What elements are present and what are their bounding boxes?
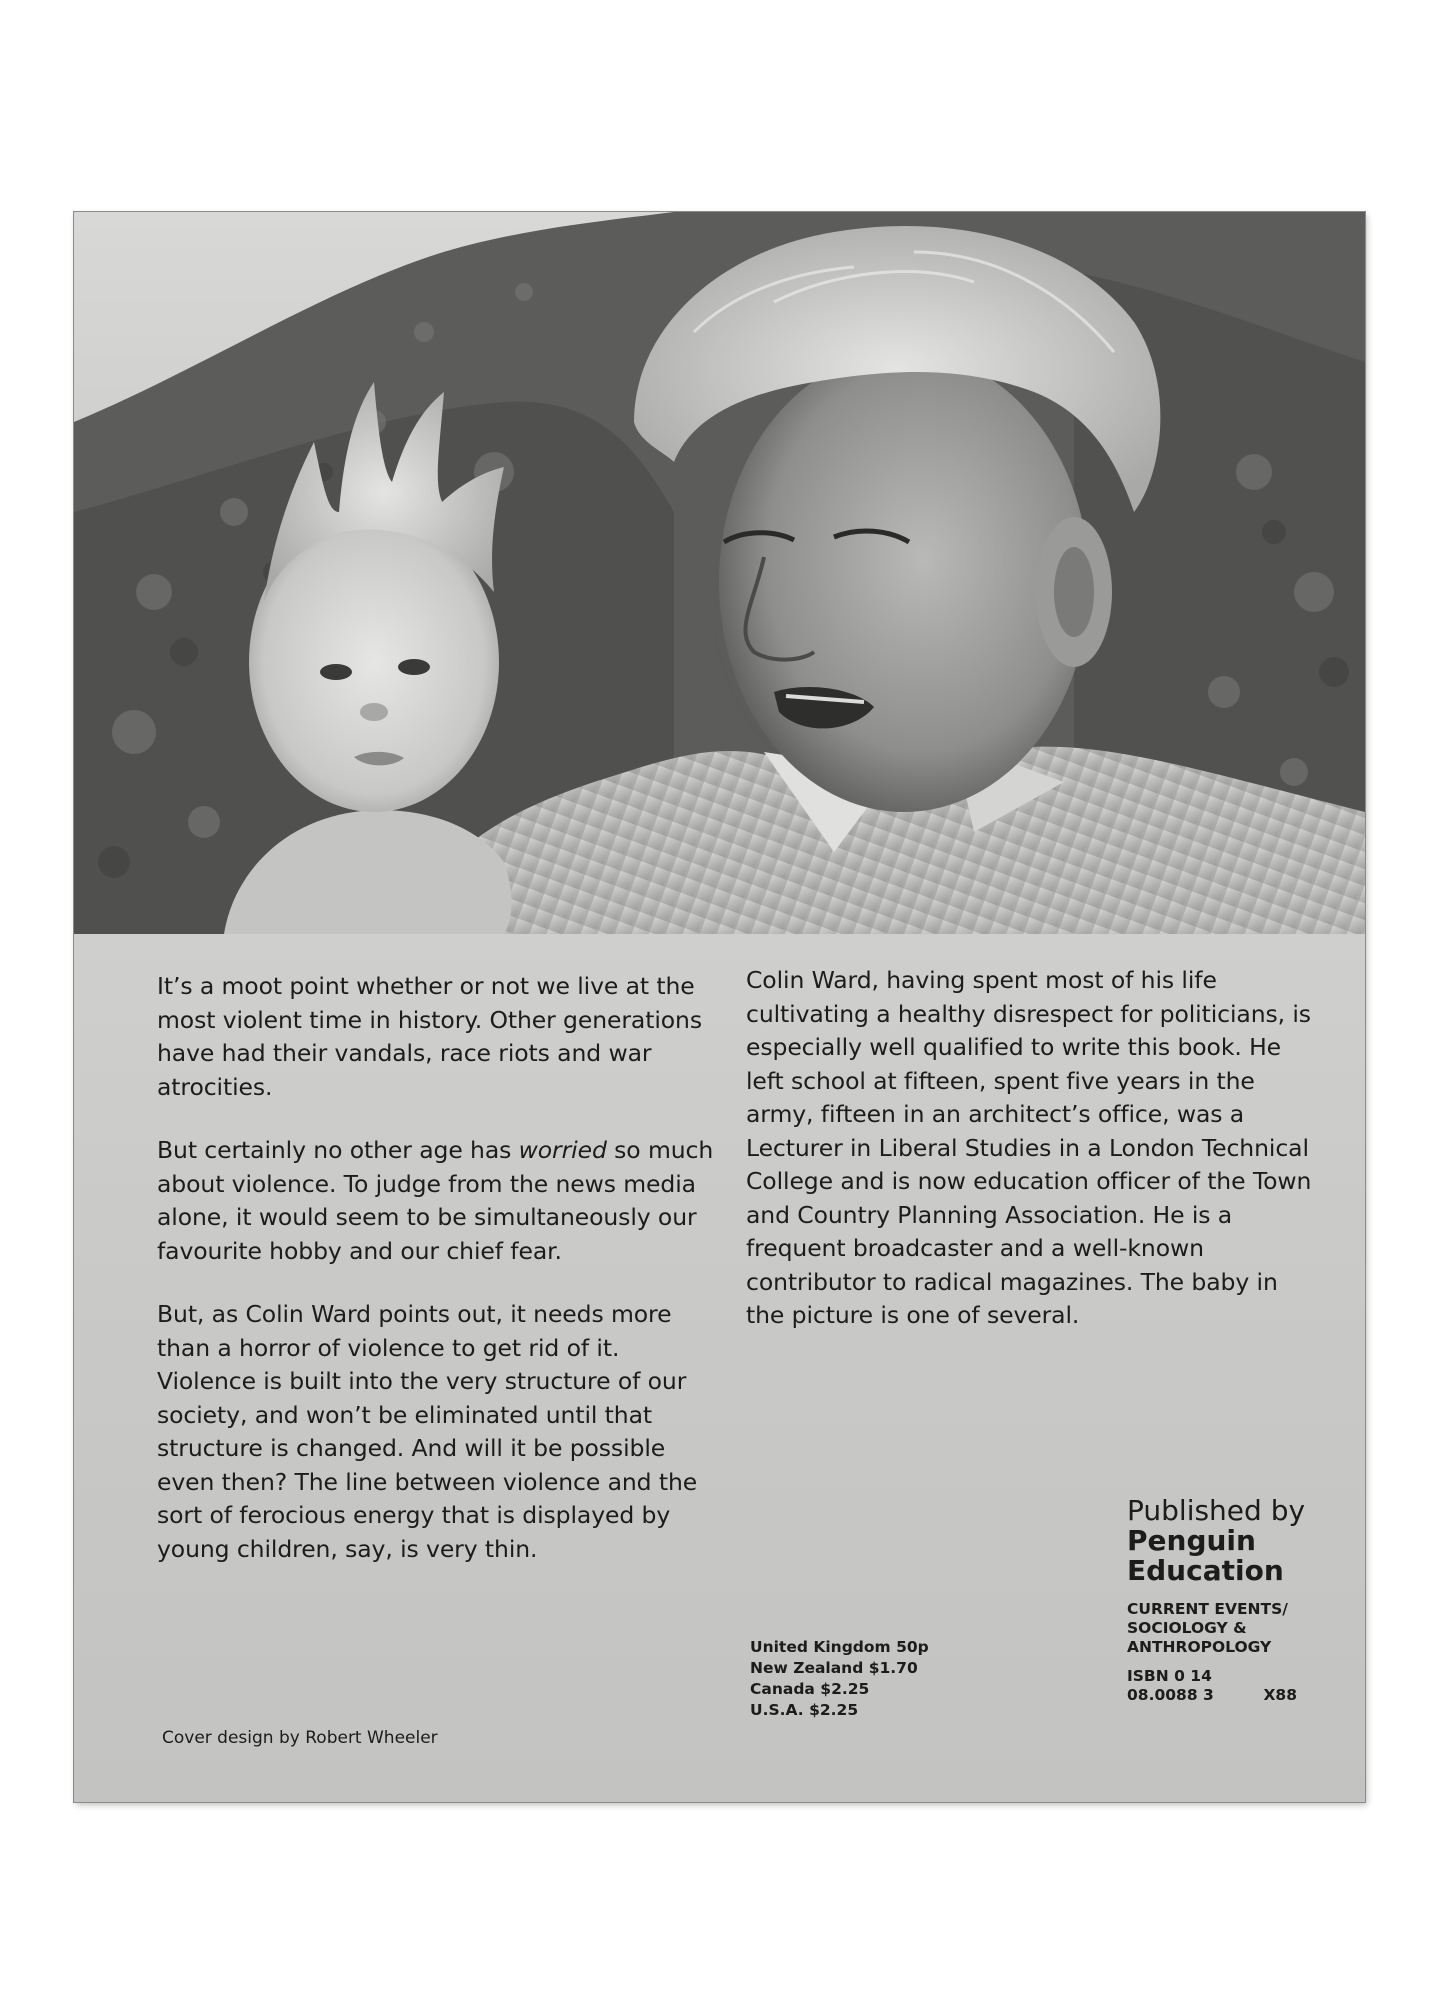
isbn-line-2: 08.0088 3 bbox=[1127, 1686, 1214, 1704]
price-list bbox=[750, 1637, 929, 1721]
publisher-name-line-2: Education bbox=[1127, 1554, 1284, 1587]
subject-categories bbox=[1127, 1600, 1337, 1657]
subject-line-1: CURRENT EVENTS/ bbox=[1127, 1600, 1288, 1618]
isbn-line-1: ISBN 0 14 bbox=[1127, 1667, 1212, 1685]
subject-line-3: ANTHROPOLOGY bbox=[1127, 1638, 1272, 1656]
author-bio: Colin Ward, having spent most of his life cultivating a healthy disrespect for politicians, is especially well qualified to write this book. He left school at fifteen, spent five years in the army, fifteen in an architect’s office, was a Lecturer in Liberal Studies in a London Technical College and is now education officer of the Town and Country Planning Association. He is a frequent broadcaster and a well-known contributor to radical magazines. The baby in the picture is one of several. bbox=[746, 966, 1312, 1329]
isbn-block bbox=[1127, 1667, 1337, 1705]
publisher-name bbox=[1127, 1526, 1337, 1586]
publisher-block bbox=[1127, 1496, 1337, 1705]
price-nz: New Zealand $1.70 bbox=[750, 1659, 918, 1677]
price-uk: United Kingdom 50p bbox=[750, 1638, 929, 1656]
isbn-row-2 bbox=[1127, 1686, 1297, 1705]
blurb-paragraph-2 bbox=[157, 1134, 717, 1268]
book-back-cover bbox=[74, 212, 1365, 1802]
text-panel bbox=[74, 934, 1365, 1802]
subject-line-2: SOCIOLOGY & bbox=[1127, 1619, 1247, 1637]
man-and-baby-photo bbox=[74, 212, 1365, 934]
cover-photograph bbox=[74, 212, 1365, 934]
blurb-paragraph-2-end: so much about violence. To judge from the news media alone, it would seem to be simultaneously our favourite hobby and our chief fear. bbox=[157, 1136, 714, 1265]
blurb-paragraph-1: It’s a moot point whether or not we live at the most violent time in history. Other generations have had their vandals, race riots and war atrocities. bbox=[157, 972, 702, 1101]
price-canada: Canada $2.25 bbox=[750, 1680, 870, 1698]
price-usa: U.S.A. $2.25 bbox=[750, 1701, 859, 1719]
published-by-label: Published by bbox=[1127, 1494, 1306, 1527]
catalogue-code: X88 bbox=[1263, 1686, 1297, 1704]
blurb-column bbox=[157, 970, 717, 1596]
cover-design-credit: Cover design by Robert Wheeler bbox=[162, 1728, 438, 1748]
author-bio-column bbox=[746, 964, 1321, 1363]
blurb-emphasis: worried bbox=[518, 1136, 607, 1164]
publisher-name-line-1: Penguin bbox=[1127, 1524, 1256, 1557]
blurb-paragraph-2-start: But certainly no other age has bbox=[157, 1136, 519, 1164]
blurb-paragraph-3: But, as Colin Ward points out, it needs more than a horror of violence to get rid of it. Violence is built into the very structure of our society, and won’t be eliminated until that structure is changed. And will it be possible even then? The line between violence and the sort of ferocious energy that is displayed by young children, say, is very thin. bbox=[157, 1300, 698, 1563]
